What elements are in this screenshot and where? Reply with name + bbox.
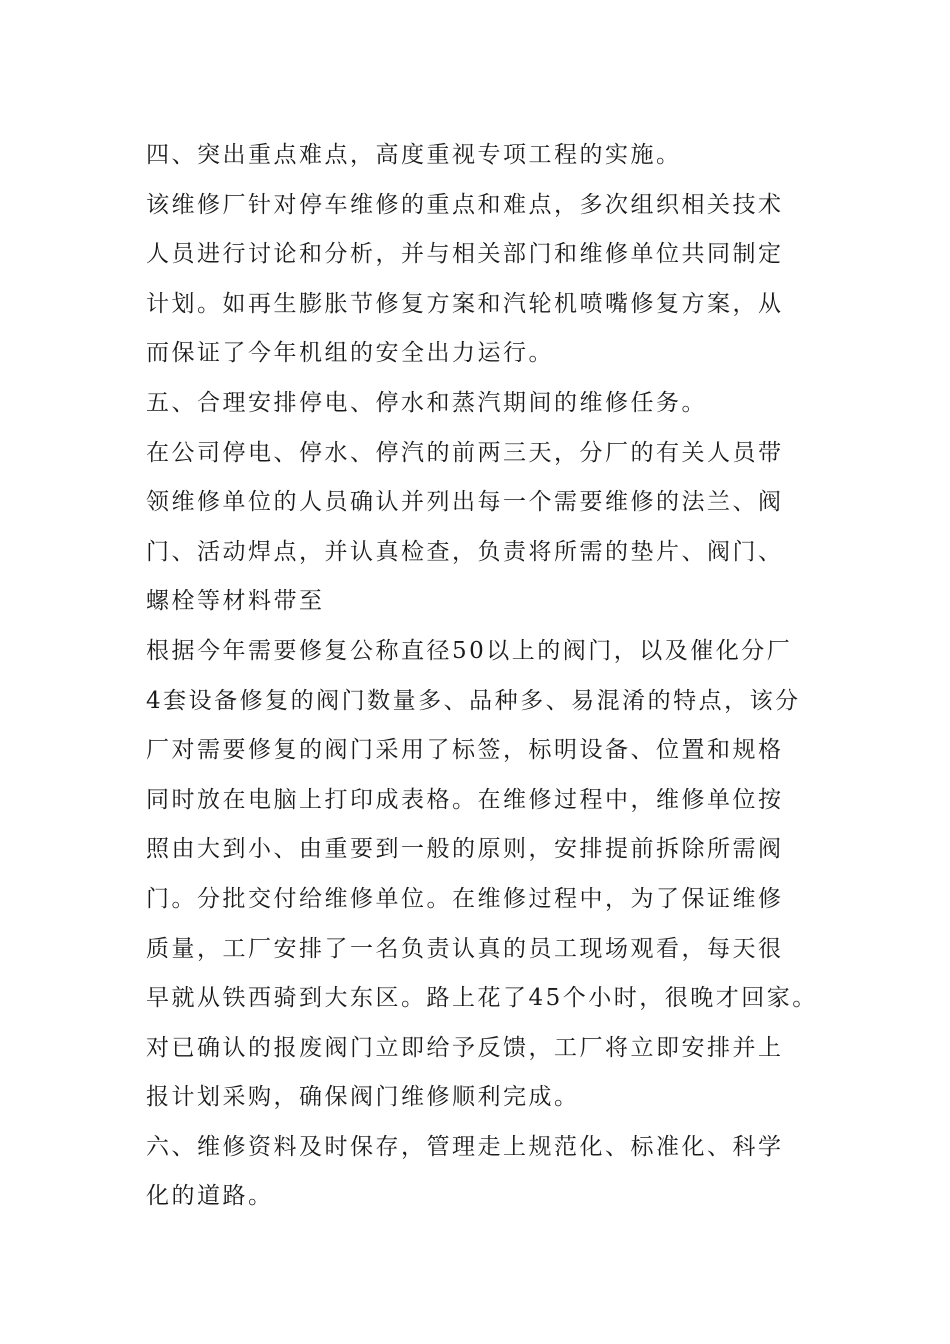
text-line: 领维修单位的人员确认并列出每一个需要维修的法兰、阀 xyxy=(146,489,784,516)
text-line: 人员进行讨论和分析，并与相关部门和维修单位共同制定 xyxy=(146,241,784,268)
text-line: 螺栓等材料带至 xyxy=(146,588,325,615)
heading-section-5: 五、合理安排停电、停水和蒸汽期间的维修任务。 xyxy=(146,389,707,416)
text-line: 该维修厂针对停车维修的重点和难点，多次组织相关技术 xyxy=(146,191,784,218)
text-line: 同时放在电脑上打印成表格。在维修过程中，维修单位按 xyxy=(146,786,784,813)
text-line: 厂对需要修复的阀门采用了标签，标明设备、位置和规格 xyxy=(146,737,784,764)
text-line: 报计划采购，确保阀门维修顺利完成。 xyxy=(146,1084,580,1111)
text-line: 根据今年需要修复公称直径50以上的阀门，以及催化分厂 xyxy=(146,637,793,664)
text-line: 计划。如再生膨胀节修复方案和汽轮机喷嘴修复方案，从 xyxy=(146,290,784,317)
text-line: 照由大到小、由重要到一般的原则，安排提前拆除所需阀 xyxy=(146,836,784,863)
text-line: 对已确认的报废阀门立即给予反馈，工厂将立即安排并上 xyxy=(146,1034,784,1061)
text-line: 在公司停电、停水、停汽的前两三天，分厂的有关人员带 xyxy=(146,439,784,466)
text-line: 早就从铁西骑到大东区。路上花了45个小时，很晚才回家。 xyxy=(146,985,818,1012)
text-line: 门。分批交付给维修单位。在维修过程中，为了保证维修 xyxy=(146,885,784,912)
text-line: 而保证了今年机组的安全出力运行。 xyxy=(146,340,554,367)
text-line: 门、活动焊点，并认真检查，负责将所需的垫片、阀门、 xyxy=(146,538,784,565)
heading-section-4: 四、突出重点难点，高度重视专项工程的实施。 xyxy=(146,142,682,168)
document-body xyxy=(146,131,816,1222)
text-line: 化的道路。 xyxy=(146,1183,274,1210)
heading-section-6: 六、维修资料及时保存，管理走上规范化、标准化、科学 xyxy=(146,1133,784,1160)
text-line: 4套设备修复的阀门数量多、品种多、易混淆的特点，该分 xyxy=(146,687,801,714)
text-line: 质量，工厂安排了一名负责认真的员工现场观看，每天很 xyxy=(146,935,784,962)
